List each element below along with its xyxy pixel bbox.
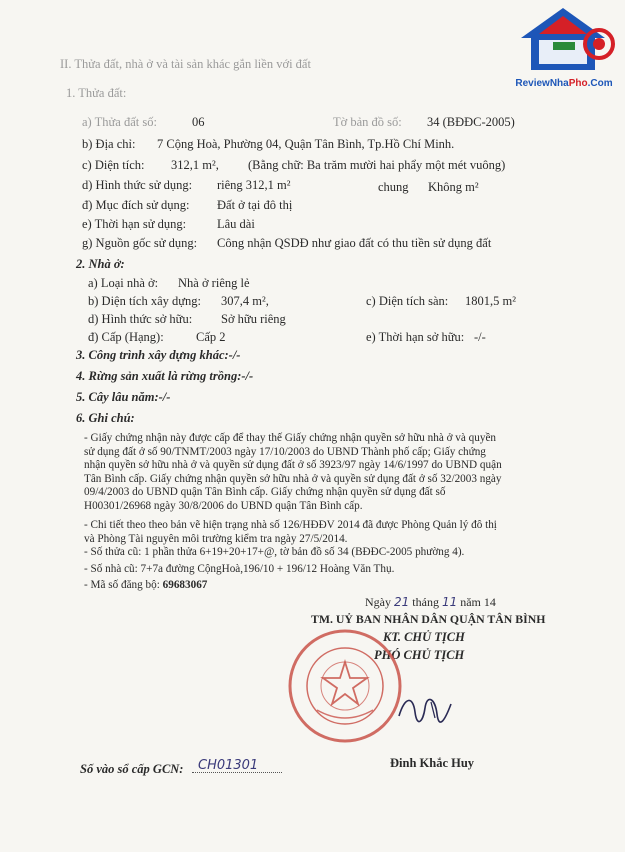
land-e-label: e) Thời hạn sử dụng: — [82, 217, 187, 231]
note-old-parcel: - Số thửa cũ: 1 phần thửa 6+19+20+17+@, tờ bản đồ số 34 (BĐĐC-2005 phường 4). — [84, 546, 465, 558]
note-old-address: - Số nhà cũ: 7+7a đường CộngHoà,196/10 + 196/12 Hoàng Văn Thụ. — [84, 563, 395, 575]
note-line: nhận quyền sở hữu nhà ở và quyền sử dụng đất ở số 3923/97 ngày 14/6/1997 do UBND quận — [84, 459, 502, 472]
land-map-value: 34 (BĐĐC-2005) — [427, 115, 515, 129]
note-registry — [84, 579, 564, 593]
note-line: Tân Bình cấp. Giấy chứng nhận quyền sở hữu nhà ở và quyền sử dụng đất ở số 32/2003 ngày — [84, 472, 502, 485]
gcn-number-value: CH01301 — [198, 758, 259, 773]
house-d-value: Sở hữu riêng — [221, 312, 286, 326]
land-b-label: b) Địa chỉ: — [82, 137, 136, 151]
land-b-value: 7 Cộng Hoà, Phường 04, Quận Tân Bình, Tp.Hồ Chí Minh. — [157, 137, 455, 151]
section-4: 4. Rừng sản xuất là rừng trồng:-/- — [76, 369, 254, 383]
kt-title: KT. CHỦ TỊCH — [383, 630, 465, 644]
vice-chair-title: PHÓ CHỦ TỊCH — [374, 648, 465, 662]
land-g-value: Công nhận QSDĐ như giao đất có thu tiền sử dụng đất — [217, 236, 492, 250]
official-seal-icon — [287, 628, 403, 744]
signer-name: Đinh Khắc Huy — [390, 756, 475, 770]
land-subtitle: 1. Thửa đất: — [66, 86, 127, 100]
house-c-label: c) Diện tích sàn: — [366, 294, 449, 308]
house-b-label: b) Diện tích xây dựng: — [88, 294, 202, 308]
land-d-common-value: Không m² — [428, 180, 479, 194]
house-dd-value: Cấp 2 — [196, 330, 226, 344]
authority: TM. UỶ BAN NHÂN DÂN QUẬN TÂN BÌNH — [311, 612, 546, 626]
house-d-label: d) Hình thức sở hữu: — [88, 312, 193, 326]
note-line: sử dụng đất ở số 90/TNMT/2003 ngày 17/10/2003 do UBND Thành phố cấp; Giấy chứng — [84, 445, 486, 458]
land-d-label: d) Hình thức sử dụng: — [82, 178, 193, 192]
house-a-value: Nhà ở riêng lẻ — [178, 276, 250, 290]
house-c-value: 1801,5 m² — [465, 294, 516, 308]
land-e-value: Lâu dài — [217, 217, 255, 231]
land-dd-value: Đất ở tại đô thị — [217, 198, 293, 212]
issue-date: Ngày 21 tháng 11 năm 14 — [365, 595, 496, 609]
note-line: - Giấy chứng nhận này được cấp để thay thế Giấy chứng nhận quyền sở hữu nhà ở và quyền — [84, 432, 497, 444]
section-3: 3. Công trình xây dựng khác:-/- — [76, 348, 241, 362]
land-g-label: g) Nguồn gốc sử dụng: — [82, 236, 198, 250]
house-title: 2. Nhà ở: — [76, 257, 125, 271]
land-dd-label: đ) Mục đích sử dụng: — [82, 198, 190, 212]
reviewnhapho-logo — [505, 4, 621, 100]
note-drawing — [84, 519, 564, 546]
house-dd-label: đ) Cấp (Hạng): — [88, 330, 164, 344]
land-a-value: 06 — [192, 115, 205, 129]
note-line: H00301/26968 ngày 30/8/2006 do UBND quận Tân Bình cấp. — [84, 499, 363, 512]
house-e-value: -/- — [474, 330, 486, 344]
land-map-label: Tờ bản đồ số: — [333, 115, 402, 129]
land-c-words: (Bằng chữ: Ba trăm mười hai phẩy một mét vuông) — [248, 158, 506, 172]
land-c-value: 312,1 m², — [171, 158, 219, 172]
registry-value: 69683067 — [162, 579, 208, 591]
land-a-label: a) Thửa đất số: — [82, 115, 157, 129]
section-5: 5. Cây lâu năm:-/- — [76, 390, 171, 404]
land-c-label: c) Diện tích: — [82, 158, 145, 172]
note-line: - Chi tiết theo theo bản vẽ hiện trạng nhà số 126/HĐĐV 2014 đã được Phòng Quản lý đô thị — [84, 519, 497, 531]
house-logo-icon — [505, 4, 621, 80]
section-title: II. Thửa đất, nhà ở và tài sản khác gắn liền với đất — [60, 57, 311, 71]
land-d-private: riêng 312,1 m² — [217, 178, 291, 192]
house-b-value: 307,4 m², — [221, 294, 269, 308]
note-line: và Phòng Tài nguyên môi trường kiểm tra ngày 27/5/2014. — [84, 532, 348, 545]
brand-text: ReviewNhaPho.Com — [515, 78, 613, 89]
section-6: 6. Ghi chú: — [76, 411, 135, 425]
registry-label: - Mã số đăng bộ: — [84, 579, 160, 591]
land-d-common-label: chung — [378, 180, 409, 194]
handwritten-signature-icon — [395, 690, 455, 730]
note-replacement — [84, 432, 564, 514]
note-line: 09/4/2003 do UBND quận Tân Bình cấp. Giấy chứng nhận quyền sử dụng đất số — [84, 486, 446, 499]
house-e-label: e) Thời hạn sở hữu: — [366, 330, 465, 344]
house-a-label: a) Loại nhà ở: — [88, 276, 159, 290]
gcn-number-label: Số vào sổ cấp GCN: — [80, 762, 184, 776]
